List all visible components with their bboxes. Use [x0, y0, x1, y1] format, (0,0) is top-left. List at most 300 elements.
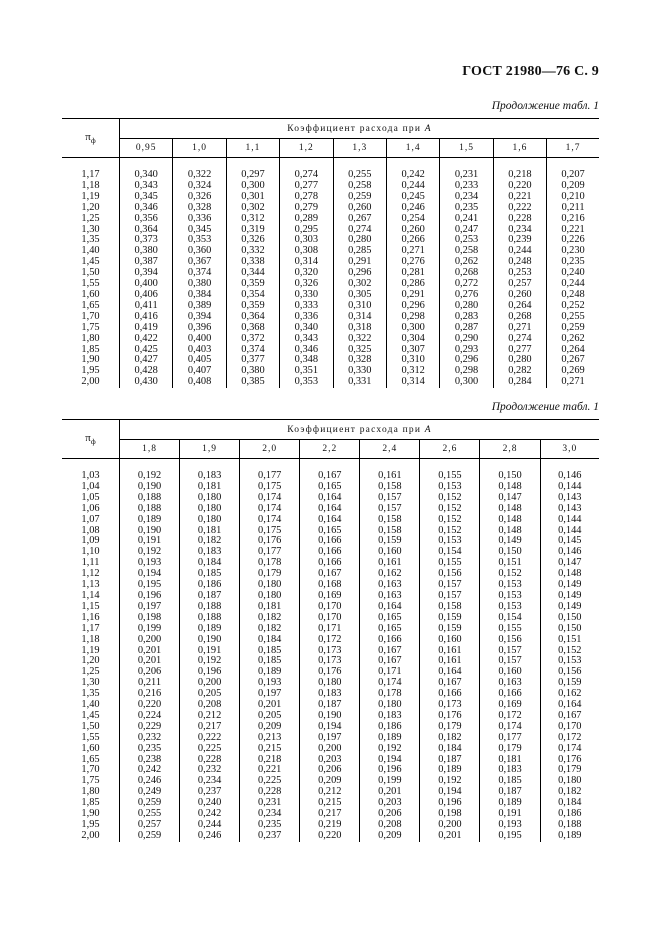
coefficient-cell: 0,180	[180, 504, 240, 515]
coefficient-cell: 0,174	[240, 504, 300, 515]
coefficient-cell: 0,427	[120, 355, 173, 366]
coefficient-cell: 0,194	[360, 755, 420, 766]
coefficient-cell: 0,314	[386, 377, 439, 388]
pi-value-cell: 1,08	[62, 526, 120, 537]
column-header: 1,4	[386, 139, 439, 158]
coefficient-cell: 0,301	[226, 192, 279, 203]
pi-value-cell: 1,75	[62, 776, 120, 787]
coefficient-cell: 0,165	[300, 482, 360, 493]
coefficient-cell: 0,303	[280, 235, 333, 246]
table-row	[62, 203, 599, 214]
coefficient-cell: 0,374	[173, 268, 226, 279]
coefficient-cell: 0,249	[120, 787, 180, 798]
coefficient-cell: 0,262	[440, 257, 493, 268]
coefficient-cell: 0,182	[180, 536, 240, 547]
coefficient-cell: 0,182	[240, 613, 300, 624]
coefficient-cell: 0,180	[360, 700, 420, 711]
coefficient-cell: 0,193	[240, 678, 300, 689]
coefficient-cell: 0,210	[561, 190, 585, 202]
coefficient-cell: 0,271	[493, 323, 546, 334]
coefficient-cell: 0,221	[493, 192, 546, 203]
coefficient-cell: 0,180	[180, 493, 240, 504]
coefficient-cell: 0,151	[558, 633, 582, 645]
coefficient-cell: 0,394	[120, 268, 173, 279]
coefficient-cell: 0,161	[420, 656, 480, 667]
coefficient-cell: 0,203	[360, 798, 420, 809]
pi-value-cell: 1,06	[62, 504, 120, 515]
coefficient-cell: 0,277	[493, 345, 546, 356]
coefficient-cell: 0,240	[561, 267, 585, 279]
coefficient-cell: 0,332	[226, 246, 279, 257]
coefficient-cell: 0,148	[480, 482, 540, 493]
coefficient-header-text: Коэффициент расхода при	[287, 123, 425, 134]
coefficient-cell: 0,314	[280, 257, 333, 268]
coefficient-cell: 0,178	[360, 689, 420, 700]
coefficient-cell: 0,293	[440, 345, 493, 356]
pi-value-cell: 1,65	[62, 301, 120, 312]
coefficient-cell: 0,151	[480, 558, 540, 569]
coefficient-cell: 0,174	[360, 678, 420, 689]
coefficient-cell: 0,277	[280, 181, 333, 192]
coefficient-cell: 0,343	[280, 334, 333, 345]
coefficient-cell: 0,257	[120, 820, 180, 831]
pi-value-cell: 1,75	[62, 323, 120, 334]
coefficient-cell: 0,190	[180, 635, 240, 646]
coefficient-cell: 0,152	[558, 644, 582, 656]
coefficient-cell: 0,300	[386, 323, 439, 334]
column-header: 1,7	[547, 139, 599, 158]
coefficient-cell: 0,155	[420, 471, 480, 482]
coefficient-cell: 0,161	[360, 558, 420, 569]
column-header: 1,5	[440, 139, 493, 158]
coefficient-cell: 0,408	[173, 377, 226, 388]
coefficient-cell: 0,195	[480, 831, 540, 842]
coefficient-cell: 0,157	[480, 656, 540, 667]
coefficient-cell: 0,302	[226, 203, 279, 214]
coefficient-cell: 0,189	[480, 798, 540, 809]
column-header: 2,0	[240, 440, 300, 459]
coefficient-cell: 0,328	[173, 203, 226, 214]
coefficient-cell: 0,206	[300, 765, 360, 776]
coefficient-cell: 0,152	[420, 493, 480, 504]
coefficient-cell: 0,280	[333, 235, 386, 246]
column-header: 3,0	[540, 440, 599, 459]
coefficient-cell: 0,188	[120, 493, 180, 504]
coefficient-cell: 0,308	[280, 246, 333, 257]
coefficient-cell: 0,253	[493, 268, 546, 279]
coefficient-cell: 0,157	[480, 646, 540, 657]
table-row	[62, 323, 599, 334]
coefficient-cell: 0,276	[440, 290, 493, 301]
pi-value-cell: 1,30	[62, 225, 120, 236]
header-row	[62, 420, 599, 440]
coefficient-cell: 0,172	[558, 731, 582, 743]
coefficient-cell: 0,209	[240, 722, 300, 733]
coefficient-cell: 0,234	[440, 192, 493, 203]
coefficient-cell: 0,307	[386, 345, 439, 356]
coefficient-cell: 0,183	[480, 765, 540, 776]
pi-value-cell: 1,40	[62, 700, 120, 711]
pi-value-cell: 1,90	[62, 355, 120, 366]
coefficient-cell: 0,211	[561, 201, 585, 213]
coefficient-cell: 0,182	[558, 786, 582, 798]
coefficient-cell: 0,186	[558, 808, 582, 820]
coefficient-cell: 0,192	[360, 744, 420, 755]
coefficient-cell: 0,217	[180, 722, 240, 733]
column-values-row	[62, 139, 599, 158]
coefficient-cell: 0,153	[480, 591, 540, 602]
coefficient-cell: 0,177	[240, 471, 300, 482]
header-row	[62, 119, 599, 139]
pi-value-cell: 2,00	[62, 377, 120, 388]
coefficient-cell: 0,255	[561, 310, 585, 322]
pi-value-cell: 1,40	[62, 246, 120, 257]
coefficient-cell: 0,215	[240, 744, 300, 755]
column-header: 0,95	[120, 139, 173, 158]
pi-value-cell: 1,07	[62, 515, 120, 526]
coefficient-cell: 0,322	[333, 334, 386, 345]
coefficient-cell: 0,237	[240, 831, 300, 842]
coefficient-cell: 0,291	[386, 290, 439, 301]
coefficient-cell: 0,322	[173, 170, 226, 181]
coefficient-cell: 0,148	[558, 568, 582, 580]
pi-value-cell: 1,95	[62, 366, 120, 377]
column-header: 2,6	[420, 440, 480, 459]
pi-value-cell: 1,55	[62, 733, 120, 744]
coefficient-cell: 0,201	[240, 700, 300, 711]
column-header: 1,9	[180, 440, 240, 459]
coefficient-cell: 0,319	[226, 225, 279, 236]
coefficient-cell: 0,196	[180, 667, 240, 678]
coefficient-cell: 0,192	[420, 776, 480, 787]
coefficient-cell: 0,176	[558, 753, 582, 765]
table-row	[62, 377, 599, 388]
coefficient-cell: 0,400	[120, 279, 173, 290]
pi-value-cell: 1,45	[62, 711, 120, 722]
coefficient-cell: 0,291	[333, 257, 386, 268]
coefficient-cell: 0,164	[300, 515, 360, 526]
coefficient-cell: 0,212	[180, 711, 240, 722]
coefficient-cell: 0,181	[180, 482, 240, 493]
coefficient-cell: 0,274	[280, 170, 333, 181]
coefficient-variable: A	[424, 123, 432, 134]
table2-continuation-label: Продолжение табл. 1	[491, 401, 599, 413]
coefficient-cell: 0,244	[493, 246, 546, 257]
coefficient-cell: 0,405	[173, 355, 226, 366]
column-header: 1,3	[333, 139, 386, 158]
coefficient-cell: 0,167	[558, 709, 582, 721]
coefficient-cell: 0,234	[180, 776, 240, 787]
coefficient-cell: 0,267	[561, 354, 585, 366]
coefficient-cell: 0,367	[173, 257, 226, 268]
coefficient-cell: 0,364	[120, 225, 173, 236]
coefficient-cell: 0,244	[180, 820, 240, 831]
pi-symbol: π	[85, 431, 91, 444]
coefficient-cell: 0,171	[360, 667, 420, 678]
coefficient-cell: 0,430	[120, 377, 173, 388]
coefficient-cell: 0,224	[120, 711, 180, 722]
coefficient-cell: 0,156	[480, 635, 540, 646]
pi-value-cell: 1,35	[62, 235, 120, 246]
coefficient-cell: 0,190	[120, 482, 180, 493]
coefficient-cell: 0,187	[480, 787, 540, 798]
pi-column-header	[62, 119, 120, 158]
table-body	[62, 158, 599, 389]
pi-subscript: ф	[90, 136, 96, 146]
coefficient-cell: 0,164	[300, 493, 360, 504]
coefficient-cell: 0,242	[120, 765, 180, 776]
coefficient-cell: 0,185	[180, 569, 240, 580]
coefficient-cell: 0,276	[386, 257, 439, 268]
coefficient-cell: 0,207	[561, 169, 585, 180]
coefficient-cell: 0,422	[120, 334, 173, 345]
coefficient-cell: 0,181	[180, 526, 240, 537]
coefficient-cell: 0,180	[180, 515, 240, 526]
pi-value-cell: 1,12	[62, 569, 120, 580]
coefficient-cell: 0,264	[561, 343, 585, 355]
coefficient-cell: 0,147	[480, 493, 540, 504]
coefficient-cell: 0,278	[280, 192, 333, 203]
coefficient-cell: 0,164	[420, 667, 480, 678]
column-values-row	[62, 440, 599, 459]
coefficient-cell: 0,246	[120, 776, 180, 787]
coefficient-cell: 0,163	[360, 591, 420, 602]
coefficient-cell: 0,338	[226, 257, 279, 268]
coefficient-cell: 0,336	[280, 312, 333, 323]
pi-value-cell: 1,70	[62, 765, 120, 776]
coefficient-cell: 0,298	[386, 312, 439, 323]
coefficient-cell: 0,155	[480, 624, 540, 635]
coefficient-cell: 0,189	[120, 515, 180, 526]
coefficient-cell: 0,166	[300, 536, 360, 547]
coefficient-cell: 0,255	[120, 809, 180, 820]
coefficient-cell: 0,246	[180, 831, 240, 842]
coefficient-cell: 0,247	[440, 225, 493, 236]
coefficient-cell: 0,158	[360, 526, 420, 537]
coefficient-cell: 0,302	[333, 279, 386, 290]
pi-value-cell: 1,16	[62, 613, 120, 624]
coefficient-cell: 0,346	[120, 203, 173, 214]
coefficient-cell: 0,185	[240, 656, 300, 667]
coefficient-cell: 0,245	[386, 192, 439, 203]
pi-value-cell: 1,18	[62, 635, 120, 646]
coefficient-cell: 0,220	[120, 700, 180, 711]
pi-value-cell: 1,50	[62, 722, 120, 733]
coefficient-cell: 0,282	[493, 366, 546, 377]
coefficient-cell: 0,380	[226, 366, 279, 377]
coefficient-cell: 0,190	[300, 711, 360, 722]
coefficient-cell: 0,158	[360, 515, 420, 526]
coefficient-cell: 0,157	[360, 504, 420, 515]
coefficient-cell: 0,269	[561, 365, 585, 377]
coefficient-cell: 0,150	[480, 471, 540, 482]
pi-value-cell: 1,50	[62, 268, 120, 279]
coefficient-cell: 0,164	[558, 699, 582, 711]
coefficient-cell: 0,203	[300, 755, 360, 766]
pi-value-cell: 1,60	[62, 744, 120, 755]
coefficient-cell: 0,228	[493, 214, 546, 225]
coefficient-cell: 0,258	[440, 246, 493, 257]
coefficient-cell: 0,200	[420, 820, 480, 831]
coefficient-cell: 0,326	[173, 192, 226, 203]
coefficient-cell: 0,206	[360, 809, 420, 820]
pi-value-cell: 1,15	[62, 602, 120, 613]
coefficient-cell: 0,169	[480, 700, 540, 711]
coefficient-cell: 0,372	[226, 334, 279, 345]
coefficient-cell: 0,189	[180, 624, 240, 635]
coefficient-cell: 0,148	[480, 504, 540, 515]
pi-value-cell: 1,65	[62, 755, 120, 766]
coefficient-cell: 0,330	[333, 366, 386, 377]
table-head	[62, 420, 599, 459]
coefficient-cell: 0,248	[561, 288, 585, 300]
coefficient-cell: 0,180	[240, 580, 300, 591]
coefficient-cell: 0,217	[300, 809, 360, 820]
coefficient-cell: 0,157	[420, 580, 480, 591]
coefficient-cell: 0,268	[493, 312, 546, 323]
coefficient-cell: 0,179	[480, 744, 540, 755]
coefficient-cell: 0,206	[120, 667, 180, 678]
coefficient-cell: 0,220	[300, 831, 360, 842]
coefficient-cell: 0,191	[180, 646, 240, 657]
coefficient-cell: 0,411	[120, 301, 173, 312]
column-header: 1,0	[173, 139, 226, 158]
coefficient-cell: 0,239	[493, 235, 546, 246]
pi-value-cell: 1,70	[62, 312, 120, 323]
coefficient-cell: 0,253	[440, 235, 493, 246]
coefficient-cell: 0,274	[333, 225, 386, 236]
coefficient-cell: 0,179	[558, 764, 582, 776]
coefficient-cell: 0,146	[558, 546, 582, 558]
coefficient-cell: 0,345	[173, 225, 226, 236]
coefficient-cell: 0,235	[240, 820, 300, 831]
coefficient-cell: 0,150	[480, 547, 540, 558]
coefficient-cell: 0,328	[333, 355, 386, 366]
coefficient-cell: 0,407	[173, 366, 226, 377]
coefficient-cell: 0,373	[120, 235, 173, 246]
pi-value-cell: 1,95	[62, 820, 120, 831]
table-body	[62, 459, 599, 842]
coefficient-cell: 0,228	[180, 755, 240, 766]
coefficient-cell: 0,166	[360, 635, 420, 646]
column-header: 2,4	[360, 440, 420, 459]
pi-value-cell: 1,14	[62, 591, 120, 602]
coefficient-cell: 0,144	[558, 480, 582, 492]
pi-subscript: ф	[90, 437, 96, 447]
coefficient-cell: 0,175	[240, 482, 300, 493]
coefficient-cell: 0,297	[226, 170, 279, 181]
coefficient-cell: 0,169	[300, 591, 360, 602]
coefficient-cell: 0,354	[226, 290, 279, 301]
coefficient-cell: 0,205	[240, 711, 300, 722]
coefficient-cell: 0,165	[360, 613, 420, 624]
coefficient-cell: 0,165	[300, 526, 360, 537]
coefficient-cell: 0,280	[440, 301, 493, 312]
coefficient-cell: 0,260	[493, 290, 546, 301]
coefficient-header-text: Коэффициент расхода при	[287, 424, 425, 435]
coefficient-cell: 0,178	[240, 558, 300, 569]
coefficient-cell: 0,176	[240, 536, 300, 547]
coefficient-cell: 0,195	[120, 580, 180, 591]
coefficient-header	[120, 119, 600, 139]
coefficient-cell: 0,174	[240, 493, 300, 504]
coefficient-cell: 0,167	[360, 646, 420, 657]
coefficient-cell: 0,248	[493, 257, 546, 268]
coefficient-cell: 0,300	[440, 377, 493, 388]
coefficient-cell: 0,272	[440, 279, 493, 290]
coefficient-cell: 0,305	[333, 290, 386, 301]
coefficient-cell: 0,187	[300, 700, 360, 711]
coefficient-cell: 0,396	[173, 323, 226, 334]
coefficient-cell: 0,295	[280, 225, 333, 236]
coefficient-cell: 0,188	[180, 613, 240, 624]
pi-value-cell: 1,19	[62, 646, 120, 657]
coefficient-cell: 0,153	[480, 580, 540, 591]
table-row	[62, 624, 599, 635]
coefficient-cell: 0,155	[420, 558, 480, 569]
coefficient-cell: 0,283	[440, 312, 493, 323]
coefficient-cell: 0,189	[240, 667, 300, 678]
coefficient-cell: 0,191	[480, 809, 540, 820]
coefficient-cell: 0,267	[333, 214, 386, 225]
coefficient-cell: 0,159	[558, 677, 582, 689]
coefficient-cell: 0,232	[180, 765, 240, 776]
coefficient-cell: 0,186	[360, 722, 420, 733]
table-row	[62, 635, 599, 646]
coefficient-cell: 0,219	[300, 820, 360, 831]
coefficient-cell: 0,180	[240, 591, 300, 602]
coefficient-cell: 0,179	[420, 722, 480, 733]
pi-value-cell: 1,17	[62, 624, 120, 635]
pi-value-cell: 1,60	[62, 290, 120, 301]
coefficient-cell: 0,222	[180, 733, 240, 744]
pi-value-cell: 1,45	[62, 257, 120, 268]
coefficient-cell: 0,218	[493, 170, 546, 181]
coefficient-cell: 0,368	[226, 323, 279, 334]
pi-value-cell: 1,85	[62, 798, 120, 809]
coefficient-cell: 0,152	[420, 526, 480, 537]
coefficient-cell: 0,287	[440, 323, 493, 334]
coefficient-cell: 0,173	[300, 656, 360, 667]
coefficient-cell: 0,230	[561, 245, 585, 257]
coefficient-cell: 0,298	[440, 366, 493, 377]
coefficient-cell: 0,154	[420, 547, 480, 558]
coefficient-cell: 0,312	[226, 214, 279, 225]
coefficient-cell: 0,199	[360, 776, 420, 787]
coefficient-cell: 0,340	[280, 323, 333, 334]
table-row	[62, 744, 599, 755]
coefficient-cell: 0,205	[180, 689, 240, 700]
coefficient-cell: 0,359	[226, 279, 279, 290]
coefficient-cell: 0,259	[120, 798, 180, 809]
coefficient-cell: 0,222	[493, 203, 546, 214]
coefficient-cell: 0,310	[333, 301, 386, 312]
coefficient-cell: 0,229	[120, 722, 180, 733]
pi-value-cell: 1,18	[62, 181, 120, 192]
coefficient-cell: 0,343	[120, 181, 173, 192]
pi-value-cell: 1,80	[62, 334, 120, 345]
table-row	[62, 515, 599, 526]
coefficient-cell: 0,193	[120, 558, 180, 569]
coefficient-cell: 0,164	[360, 602, 420, 613]
coefficient-cell: 0,194	[300, 722, 360, 733]
coefficient-cell: 0,235	[440, 203, 493, 214]
coefficient-cell: 0,213	[240, 733, 300, 744]
coefficient-cell: 0,264	[493, 301, 546, 312]
column-header: 1,2	[280, 139, 333, 158]
table-row	[62, 214, 599, 225]
coefficient-cell: 0,177	[240, 547, 300, 558]
